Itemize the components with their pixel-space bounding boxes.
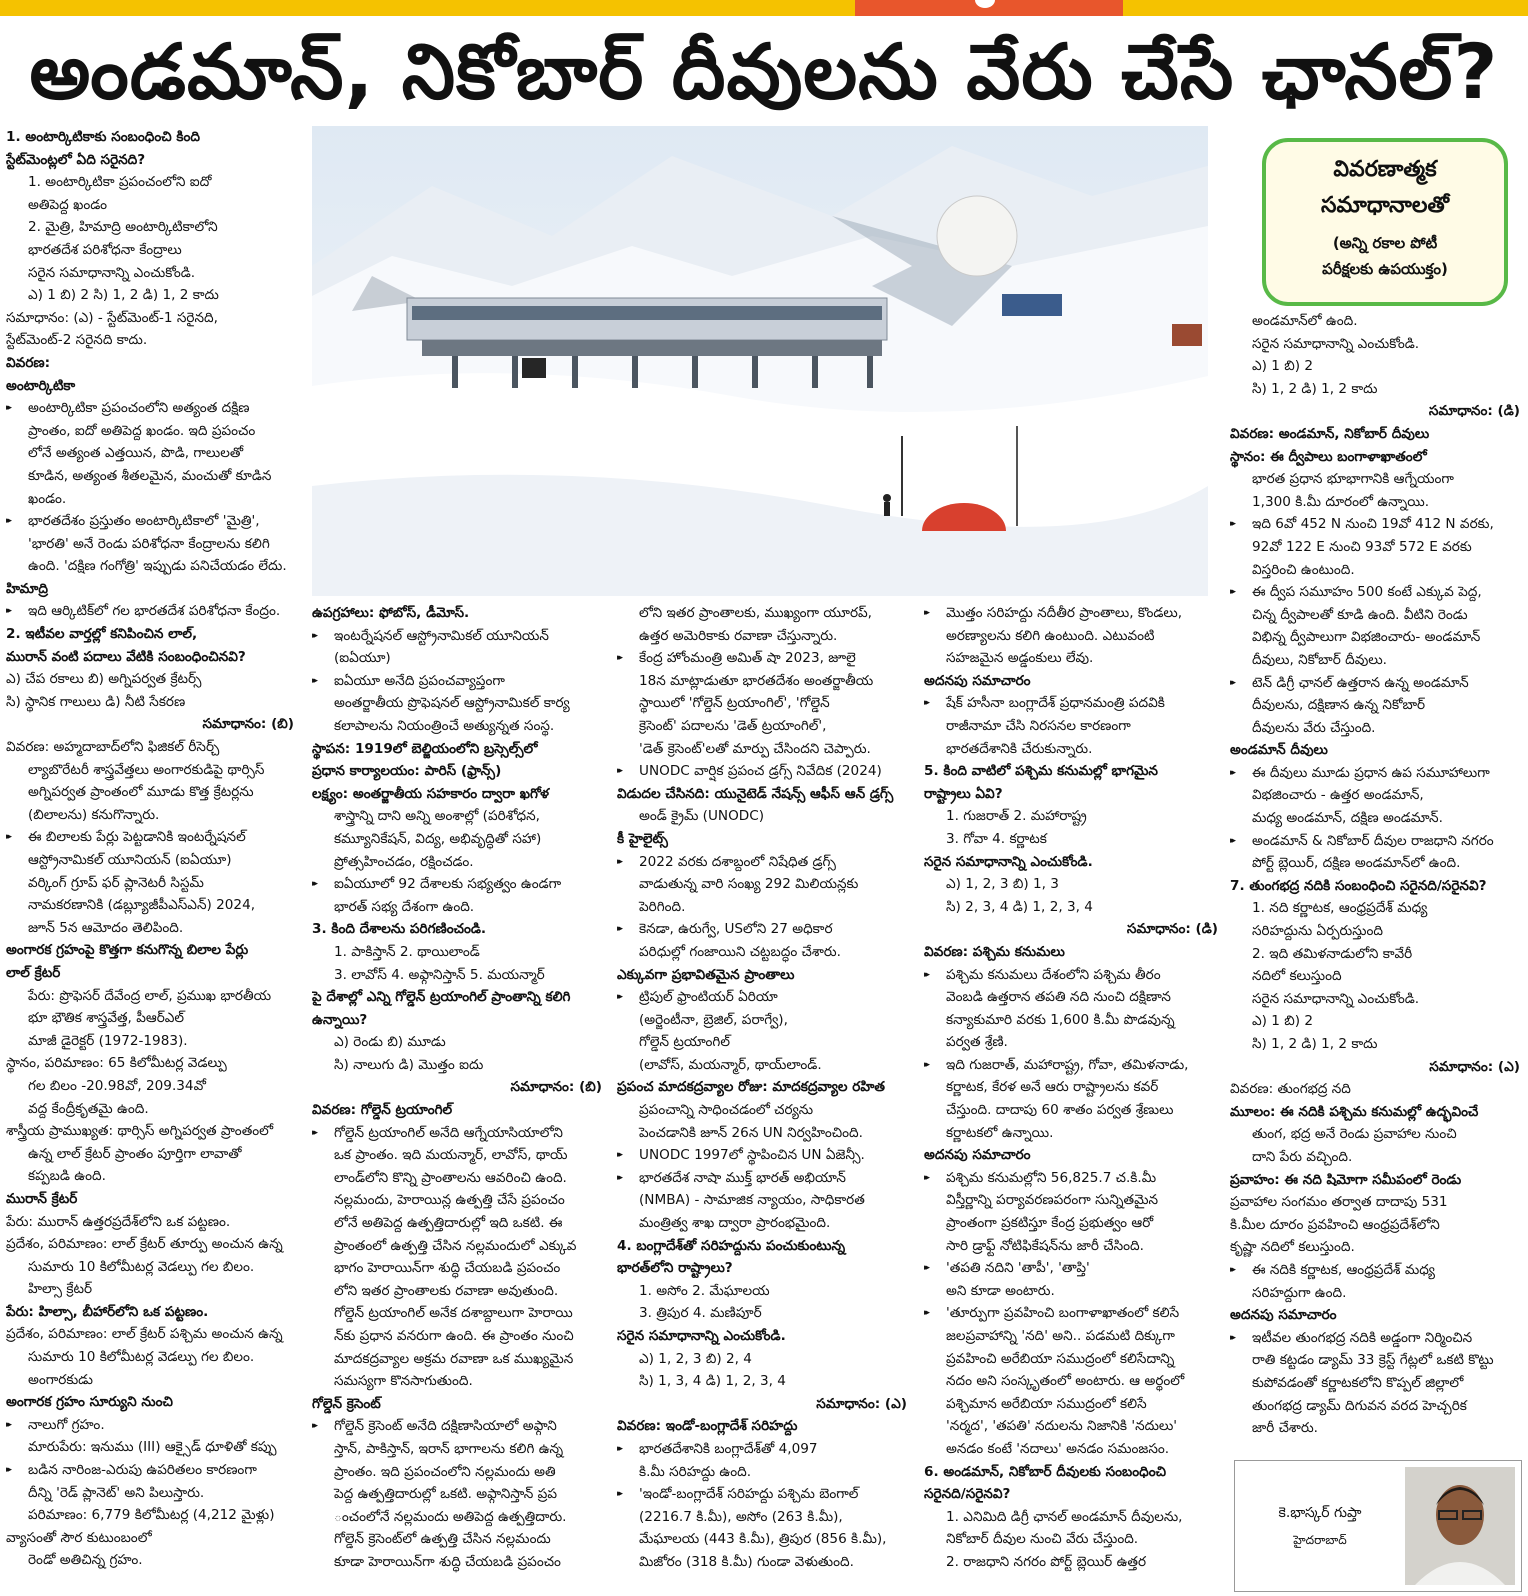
text-line: స్థాయిలో 'గోల్డెన్ ట్రయాంగిల్', 'గోల్డెన్ [639, 695, 830, 712]
text-line: పరిమాణం: 6,779 కిలోమీటర్ల (4,212 మైళ్లు) [28, 1507, 275, 1524]
text-line: సరిహద్దును ఏర్పరుస్తుంది [1252, 923, 1383, 940]
text-line: భారతదేశ పరిశోధనా కేంద్రాలు [28, 241, 182, 258]
text-line: హిల్సా క్రేటర్ [28, 1281, 93, 1298]
text-line: ▸▸ ఇది 6వో 452 N నుంచి 19వో 412 N వరకు, [1230, 513, 1520, 536]
text-line: పర్వత శ్రేణి. [946, 1034, 1008, 1051]
text-line: జూన్ 5న ఆమోదం తెలిపింది. [28, 919, 184, 936]
text-line: ▸▸ కేంద్ర హోంమంత్రి అమిత్ షా 2023, జూలై [617, 647, 907, 670]
text-line: స్టేట్‌మెంట్లలో ఏది సరైనది? [6, 151, 146, 168]
text-line: (అర్జెంటీనా, బ్రెజిల్, పరాగ్వే), [639, 1011, 788, 1028]
text-line: సి) 1, 2 డి) 1, 2 కాదు [1252, 380, 1378, 397]
text-line: లోని ఇతర ప్రాంతాలకు రవాణా అవుతుంది. [334, 1282, 559, 1299]
snow-landscape-illustration [312, 126, 1208, 596]
text-line: నదిలో కలుస్తుంది [1252, 968, 1342, 985]
column-2 [312, 602, 602, 1592]
text-line: చేస్తుంది. దాదాపు 60 శాతం పర్వత శ్రేణులు [946, 1102, 1174, 1119]
author-city: హైదరాబాద్ [1293, 1533, 1347, 1547]
text-line: ప్రాంతంలో ఉత్పత్తి చేసిన నల్లమందులో ఎక్కువ [334, 1237, 577, 1254]
text-line: లోనే అత్యంత ఎత్తయిన, పొడి, గాలులతో [28, 445, 244, 462]
text-line: క్రెసెంట్' పదాలను 'డెత్ ట్రయాంగిల్', [639, 717, 827, 734]
text-line: భారత ప్రధాన భూభాగానికి ఆగ్నేయంగా [1252, 471, 1454, 488]
text-line: ఎ) 1 బి) 2 సి) 1, 2 డి) 1, 2 కాదు [28, 287, 219, 304]
text-line: 'డెత్ క్రెసెంట్'లతో మార్పు చేసిందని చెప్పారు. [639, 740, 871, 757]
text-line: లక్ష్యం: అంతర్జాతీయ సహకారం ద్వారా ఖగోళ [312, 785, 550, 802]
text-line: నామకరణానికి (డబ్ల్యూజీపీఎస్ఎన్) 2024, [28, 897, 256, 914]
author-photo [1405, 1467, 1515, 1585]
text-line: విభజించారు - ఉత్తర అండమాన్, [1252, 787, 1424, 804]
text-line: 3. త్రిపుర 4. మణిపూర్ [639, 1305, 762, 1322]
antarctica-research-station-photo [312, 126, 1208, 596]
text-line: సమాధానం: (ఎ) [816, 1395, 907, 1412]
text-line: విభిన్న ద్వీపాలుగా విభజించారు- అండమాన్ [1252, 629, 1481, 646]
text-line: కీ హైలైట్స్ [617, 830, 668, 847]
text-line: దీవులు, నికోబార్ దీవులు. [1252, 651, 1387, 668]
text-line: (లావోస్, మయన్మార్, థాయ్‌లాండ్. [639, 1056, 822, 1073]
text-line: 2. ఇది తమిళనాడులోని కావేరీ [1252, 945, 1413, 962]
text-line: ▸▸ బడిన నారింజ-ఎరుపు ఉపరితలం కారణంగా [6, 1459, 294, 1482]
text-line: వాడుతున్న వారి సంఖ్య 292 మిలియన్లకు [639, 876, 859, 893]
text-line: మేఘాలయ (443 కి.మీ), త్రిపుర (856 కి.మీ), [639, 1531, 887, 1548]
text-line: వివరణ: గోల్డెన్ ట్రయాంగిల్ [312, 1102, 453, 1119]
text-line: అంటార్కిటికా [6, 377, 76, 394]
text-line: గోల్డెన్ క్రెసెంట్‌లో ఉత్పత్తి చేసిన నల్లమందు [334, 1531, 551, 1548]
text-line: సారి డ్రాఫ్ట్ నోటిఫికేషన్‌ను జారీ చేసింది. [946, 1237, 1144, 1254]
text-line: పై దేశాల్లో ఎన్ని గోల్డెన్ ట్రయాంగిల్ ప్రాంతాన్ని కలిగి [312, 989, 571, 1006]
text-line: మూలం: ఈ నదికి పశ్చిమ కనుమల్లో ఉద్భవించే [1230, 1103, 1479, 1120]
column-5 [1230, 310, 1520, 1450]
text-line: ఆస్ట్రోనామికల్ యూనియన్ (ఐఏయూ) [28, 852, 232, 868]
text-line: అంగారక గ్రహంపై కొత్తగా కనుగొన్న బిలాల పేర్లు [6, 942, 249, 959]
text-line: భూ భౌతిక శాస్త్రవేత్త, పీఆర్ఎల్ [28, 1010, 185, 1027]
text-line: అండమాన్‌లో ఉంది. [1252, 313, 1358, 329]
text-line: 1. అంటార్కిటికా ప్రపంచంలోని ఐదో [28, 174, 212, 191]
text-line: ▸▸ ఐఏయూ అనేది ప్రపంచవ్యాప్తంగా [312, 670, 602, 693]
text-line: అండ్ క్రైమ్ (UNODC) [639, 808, 765, 825]
text-line: మాజీ డైరెక్టర్ (1972-1983). [28, 1032, 188, 1049]
text-line: ▸▸ పశ్చిమ కనుమలు దేశంలోని పశ్చిమ తీరం [924, 964, 1218, 987]
text-line: సమాధానం: (బి) [202, 716, 294, 733]
text-line: జారీ చేశారు. [1252, 1420, 1319, 1437]
text-line: అనడం కంటే 'నదాలు' అనడం సమంజసం. [946, 1440, 1170, 1457]
text-line: సి) 1, 2 డి) 1, 2 కాదు [1252, 1036, 1378, 1052]
text-line: విస్తరించి ఉంటుంది. [1252, 561, 1355, 578]
text-line: పేరు: మురాన్ ఉత్తరప్రదేశ్‌లోని ఒక పట్టణం. [6, 1213, 231, 1230]
text-line: 1. అసోం 2. మేఘాలయ [639, 1282, 770, 1299]
text-line: కుపోవడంతో కర్ణాటకలోని కొప్పల్ జిల్లాలో [1252, 1374, 1464, 1391]
text-line: అదనపు సమాచారం [1230, 1307, 1337, 1324]
text-line: వివరణ: [6, 354, 51, 371]
text-line: సుమారు 10 కిలోమీటర్ల వెడల్పు గల బిలం. [28, 1349, 255, 1366]
text-line: మిజోరం (318 కి.మీ) గుండా వెళుతుంది. [639, 1553, 854, 1570]
text-line: ▸▸ పశ్చిమ కనుమల్లోని 56,825.7 చ.కి.మీ [924, 1167, 1218, 1190]
text-line: సరైన సమాధానాన్ని ఎంచుకోండి. [1252, 990, 1420, 1007]
text-line: దీన్ని 'రెడ్ ప్లానెట్' అని పిలుస్తారు. [28, 1484, 205, 1501]
text-line: సమాధానం: (డి) [1126, 921, 1218, 938]
text-line: ఉన్నాయి? [312, 1011, 368, 1028]
text-line: అదనపు సమాచారం [924, 1147, 1031, 1164]
text-line: రాతి కట్టడం డ్యామ్ 33 క్రెస్ట్ గేట్లలో ఒకటి కొట్టు [1252, 1352, 1494, 1369]
text-line: 4. బంగ్లాదేశ్‌తో సరిహద్దును పంచుకుంటున్న [617, 1237, 846, 1254]
text-line: సమాధానం: (ఎ) [1429, 1058, 1520, 1075]
callout-line-2: సమాధానాలతో [1321, 193, 1449, 218]
text-line: పెద్ద ఉత్పత్తిదారుల్లో ఒకటి. అఫ్గానిస్తాన్ ప్రప [334, 1486, 557, 1503]
text-line: 2. మైత్రి, హిమాద్రి అంటార్కిటికాలోని [28, 219, 218, 236]
text-line: ల్యాబొరేటరీ శాస్త్రవేత్తలు అంగారకుడిపై థార్సిస్ [28, 761, 265, 778]
column-4 [924, 602, 1218, 1592]
text-line: ఉన్న లాల్ క్రేటర్ ప్రాంతం పూర్తిగా లావాతో [28, 1145, 242, 1162]
text-line: ▸▸ ఈ ద్వీప సమూహం 500 కంటే ఎక్కువ పెద్ద, [1230, 581, 1520, 604]
text-line: ▸▸ నాలుగో గ్రహం. [6, 1414, 294, 1437]
text-line: ప్రదేశం, పరిమాణం: లాల్ క్రేటర్ పశ్చిమ అంచున ఉన్న [6, 1326, 283, 1343]
text-line: ▸▸ UNODC 1997లో స్థాపించిన UN ఏజెన్సీ. [617, 1144, 907, 1167]
text-line: వద్ద కేంద్రీకృతమై ఉంది. [28, 1100, 149, 1117]
text-line: ప్రదేశం, పరిమాణం: లాల్ క్రేటర్ తూర్పు అంచున ఉన్న [6, 1236, 283, 1253]
text-line: ఎ) 1 బి) 2 [1252, 358, 1314, 375]
top-color-bar [0, 0, 1528, 16]
column-3 [617, 602, 907, 1592]
text-line: సమాధానం: (ఎ) - స్టేట్‌మెంట్-1 సరైనది, [6, 309, 218, 326]
text-line: ▸▸ 'తపతి నదిని 'తాపీ', 'తాప్తి' [924, 1257, 1218, 1280]
top-red-tab [855, 0, 1123, 16]
callout-line-4: పరీక్షలకు ఉపయుక్తం) [1322, 260, 1448, 278]
text-line: విడుదల చేసినది: యునైటెడ్ నేషన్స్ ఆఫీస్ ఆన్ డ్రగ్స్ [617, 785, 894, 802]
text-line: నదం అని సంస్కృతంలో అంటారు. ఆ అర్థంలో [946, 1373, 1185, 1390]
text-line: ప్రాంతం. ఇది ప్రపంచంలోని నల్లమందు అతి [334, 1463, 556, 1480]
text-line: సి) నాలుగు డి) మొత్తం ఐదు [334, 1056, 484, 1073]
text-line: మంత్రిత్వ శాఖ ద్వారా ప్రారంభమైంది. [639, 1215, 831, 1232]
text-line: స్థానం: ఈ ద్వీపాలు బంగాళాఖాతంలో [1230, 448, 1427, 465]
text-line: ఎ) రెండు బి) మూడు [334, 1034, 446, 1051]
text-line: 1. అంటార్కిటికాకు సంబంధించి కింది [6, 129, 200, 145]
text-line: పేరు: ప్రొఫెసర్ దేవేంద్ర లాల్, ప్రముఖ భారతీయ [28, 987, 272, 1004]
author-name: కె.భాస్కర్ గుప్తా [1278, 1505, 1362, 1521]
text-line: లోనే అతిపెద్ద ఉత్పత్తిదారుల్లో ఇది ఒకటి. ఈ [334, 1215, 563, 1232]
text-line: గోల్డెన్ ట్రయాంగిల్ అనేక దశాబ్దాలుగా హెరాయి [334, 1305, 573, 1322]
text-line: సరైన సమాధానాన్ని ఎంచుకోండి. [28, 264, 196, 281]
text-line: తుంగభద్ర డ్యామ్ దిగువన వరద హెచ్చరిక [1252, 1397, 1467, 1414]
text-line: రెండో అతిచిన్న గ్రహం. [28, 1552, 143, 1569]
text-line: సహజమైన అడ్డంకులు లేవు. [946, 650, 1094, 667]
text-line: ప్రవాహాల సంగమం తర్వాత దాదాపు 531 [1230, 1194, 1448, 1211]
text-line: ఉపగ్రహాలు: ఫోబోస్, డీమోస్. [312, 605, 470, 621]
text-line: స్తాన్, పాకిస్తాన్, ఇరాన్ భాగాలను కలిగి ఉన్న [334, 1440, 564, 1457]
text-line: ▸▸ టెన్ డిగ్రీ ఛానల్ ఉత్తరాన ఉన్న అండమాన్ [1230, 672, 1520, 695]
text-line: ▸▸ ఇది ఆర్కిటిక్‌లో గల భారతదేశ పరిశోధనా కేంద్రం. [6, 600, 294, 623]
text-line: వ్యాసంతో సౌర కుటుంబంలో [6, 1529, 152, 1546]
text-line: మారుపేరు: ఇనుము (III) ఆక్సైడ్ ధూళితో కప్పు [28, 1439, 277, 1456]
text-line: వివరణ: పశ్చిమ కనుమలు [924, 943, 1065, 960]
text-line: సమాధానం: (బి) [510, 1079, 602, 1096]
text-line: అంగారకుడు [28, 1371, 93, 1388]
text-line: ▸▸ భారతదేశ నాషా ముక్త్ భారత్ అభియాన్ [617, 1167, 907, 1190]
text-line: 1. గుజరాత్ 2. మహారాష్ట్ర [946, 808, 1087, 825]
text-line: ▸▸ ఐఏయూలో 92 దేశాలకు సభ్యత్వం ఉండగా [312, 873, 602, 896]
text-line: ప్రోత్సహించడం, రక్షించడం. [334, 853, 474, 870]
text-line: 5. కింది వాటిలో పశ్చిమ కనుమల్లో భాగమైన [924, 763, 1158, 780]
text-line: కర్ణాటక, కేరళ అనే ఆరు రాష్ట్రాలను కవర్ [946, 1079, 1159, 1096]
text-line: దాని పేరు వచ్చింది. [1252, 1148, 1353, 1165]
text-line: కలాపాలను నియంత్రించే అత్యున్నత సంస్థ. [334, 717, 555, 734]
text-line: ▸▸ UNODC వార్షిక ప్రపంచ డ్రగ్స్ నివేదిక (2024) [617, 760, 907, 783]
text-line: ఎ) 1, 2, 3 బి) 1, 3 [946, 876, 1059, 893]
text-line: పరిధుల్లో గంజాయిని చట్టబద్ధం చేశారు. [639, 943, 841, 960]
text-line: ▸▸ అంటార్కిటికా ప్రపంచంలోని అత్యంత దక్షిణ [6, 397, 294, 420]
callout-line-3: (అన్ని రకాల పోటీ [1332, 234, 1438, 252]
text-line: 'నర్మద', 'తపతి' నదులను నిజానికి 'నదులు' [946, 1418, 1178, 1435]
text-line: నల్లమందు, హెరాయిన్ల ఉత్పత్తి చేసే ప్రపంచం [334, 1192, 565, 1209]
text-line: అని కూడా అంటారు. [946, 1282, 1055, 1299]
text-line: (NMBA) - సామాజిక న్యాయం, సాధికారత [639, 1192, 865, 1209]
author-box [1234, 1460, 1522, 1592]
text-line: సి) 1, 3, 4 డి) 1, 2, 3, 4 [639, 1373, 786, 1390]
text-line: దీవులను వేరు చేస్తుంది. [1252, 719, 1376, 736]
text-line: అదనపు సమాచారం [924, 672, 1031, 689]
text-line: భారత్‌లోని రాష్ట్రాలు? [617, 1260, 733, 1277]
text-line: సరైన సమాధానాన్ని ఎంచుకోండి. [924, 853, 1093, 870]
text-line: 3. కింది దేశాలను పరిగణించండి. [312, 921, 487, 938]
text-line: కి.మీ సరిహద్దు ఉంది. [639, 1463, 752, 1480]
text-line: ప్రధాన కార్యాలయం: పారిస్ (ఫ్రాన్స్) [312, 763, 502, 780]
text-line: ప్రవాహం: ఈ నది షిమోగా సమీపంలో రెండు [1230, 1171, 1462, 1188]
text-line: పశ్చిమాన అరేబియా సముద్రంలో కలిసే [946, 1395, 1147, 1412]
text-line: కమ్యూనికేషన్, విద్య, అభివృద్ధితో సహా) [334, 830, 542, 847]
text-line: కర్ణాటకలో ఉన్నాయి. [946, 1124, 1054, 1141]
text-line: ▸▸ గోల్డెన్ ట్రయాంగిల్ అనేది ఆగ్నేయాసియాలోని [312, 1122, 602, 1145]
text-line: ఖండం. [28, 490, 67, 507]
text-line: గోల్డెన్ క్రెసెంట్ [312, 1395, 381, 1412]
text-line: వర్కింగ్ గ్రూప్ ఫర్ ప్లానెటరీ సిస్టమ్ [28, 874, 204, 891]
text-line: లోని ఇతర ప్రాంతాలకు, ముఖ్యంగా యూరప్, [639, 605, 872, 621]
text-line: (ఐఏయూ) [334, 650, 391, 667]
author-portrait [1405, 1467, 1515, 1585]
text-line: సరైన సమాధానాన్ని ఎంచుకోండి. [1252, 335, 1420, 352]
text-line: స్థానం, పరిమాణం: 65 కిలోమీటర్ల వెడల్పు [6, 1055, 227, 1072]
text-line: 1. ఎనిమిది డిగ్రీ ఛానల్ అండమాన్ దీవులను, [946, 1508, 1183, 1525]
text-line: పోర్ట్ బ్లెయిర్, దక్షిణ అండమాన్‌లో ఉంది. [1252, 855, 1461, 872]
text-line: సరైనది/సరైనవి? [924, 1486, 1011, 1503]
text-line: అంగారక గ్రహం సూర్యుని నుంచి [6, 1394, 173, 1411]
text-line: దీవులను, దక్షిణాన ఉన్న నికోబార్ [1252, 697, 1426, 714]
text-line: ఒక ప్రాంతం. ఇది మయన్మార్, లావోస్, థాయ్ [334, 1147, 568, 1164]
text-line: గోల్డెన్ ట్రయాంగిల్ [639, 1034, 730, 1051]
text-line: న్‌కు ప్రధాన వనరుగా ఉంది. ఈ ప్రాంతం నుంచి [334, 1328, 574, 1344]
text-line: కృష్ణా నదిలో కలుస్తుంది. [1230, 1239, 1355, 1256]
text-line: ▸▸ కెనడా, ఉరుగ్వే, USలోని 27 అధికార [617, 918, 907, 941]
text-line: ▸▸ 'ఇండో-బంగ్లాదేశ్ సరిహద్దు పశ్చిమ బెంగాల్ [617, 1483, 907, 1506]
text-line: ▸▸ ఇటీవల తుంగభద్ర నదికి అడ్డంగా నిర్మించిన [1230, 1327, 1520, 1350]
text-line: ▸▸ 2022 వరకు దశాబ్దంలో నిషేధిత డ్రగ్స్ [617, 851, 907, 874]
text-line: స్టేట్‌మెంట్-2 సరైనది కాదు. [6, 332, 148, 349]
text-line: ▸▸ గోల్డెన్ క్రెసెంట్ అనేది దక్షిణాసియాలో అఫ్గాని [312, 1415, 602, 1438]
text-line: భారతదేశానికి చేరుకున్నారు. [946, 740, 1093, 757]
text-line: 92వో 122 E నుంచి 93వో 572 E వరకు [1252, 538, 1472, 555]
text-line: 3. లావోస్ 4. అఫ్గానిస్తాన్ 5. మయన్మార్ [334, 966, 545, 983]
text-line: వివరణ: తుంగభద్ర నది [1230, 1081, 1351, 1098]
text-line: రాజీనామా చేసి నిరసనల కారణంగా [946, 717, 1131, 734]
text-line: ▸▸ ఇది గుజరాత్, మహారాష్ట్ర, గోవా, తమిళనాడు, [924, 1054, 1218, 1077]
text-line: అరణ్యాలను కలిగి ఉంటుంది. ఎటువంటి [946, 627, 1155, 644]
text-line: వెంబడి ఉత్తరాన తపతి నది నుంచి దక్షిణాన [946, 989, 1171, 1006]
text-line: తుంగ, భద్ర అనే రెండు ప్రవాహాల నుంచి [1252, 1126, 1457, 1143]
text-line: పెంచడానికి జూన్ 26న UN నిర్వహించింది. [639, 1124, 863, 1141]
text-line: ఎ) చేప రకాలు బి) అగ్నిపర్వత క్రేటర్స్ [6, 671, 202, 688]
text-line: ▸▸ ఈ దీవులు మూడు ప్రధాన ఉప సమూహాలుగా [1230, 762, 1520, 785]
text-line: కన్యాకుమారి వరకు 1,600 కి.మీ పొడవున్న [946, 1011, 1175, 1028]
text-line: శాస్త్రాన్ని దాని అన్ని అంశాల్లో (పరిశోధన, [334, 808, 540, 825]
text-line: మురాన్ క్రేటర్ [6, 1190, 78, 1207]
text-line: 1. నది కర్ణాటక, ఆంధ్రప్రదేశ్ మధ్య [1252, 900, 1428, 917]
text-line: పేరు: హిల్సా, బీహార్‌లోని ఒక పట్టణం. [6, 1303, 209, 1320]
text-line: ఎక్కువగా ప్రభావితమైన ప్రాంతాలు [617, 966, 795, 983]
text-line: సి) 2, 3, 4 డి) 1, 2, 3, 4 [946, 898, 1093, 915]
text-line: చిన్న ద్వీపాలతో కూడి ఉంది. వీటిని రెండు [1252, 606, 1468, 623]
text-line: ంచంలోనే నల్లమందు అతిపెద్ద ఉత్పత్తిదారు. [334, 1508, 567, 1525]
text-line: స్థాపన: 1919లో బెల్జియంలోని బ్రస్సెల్స్‌లో [312, 740, 538, 757]
text-line: ఎ) 1, 2, 3 బి) 2, 4 [639, 1350, 752, 1367]
page-headline: అండమాన్, నికోబార్ దీవులను వేరు చేసే ఛానల్? [29, 27, 1499, 116]
text-line: ▸▸ ఈ బిలాలకు పేర్లు పెట్టడానికి ఇంటర్నేషనల్ [6, 826, 294, 849]
text-line: ▸▸ ఇంటర్నేషనల్ ఆస్ట్రోనామికల్ యూనియన్ [312, 625, 602, 648]
text-line: పెరిగింది. [639, 898, 686, 915]
text-line: ▸▸ భారతదేశానికి బంగ్లాదేశ్‌తో 4,097 [617, 1438, 907, 1461]
text-line: అగ్నిపర్వత ప్రాంతంలో మూడు కొత్త క్రేటర్లను [28, 784, 254, 801]
text-line: లాల్ క్రేటర్ [6, 964, 61, 981]
text-line: కప్పబడి ఉంది. [28, 1168, 106, 1185]
text-line: ఉత్తర అమెరికాకు రవాణా చేస్తున్నారు. [639, 627, 838, 644]
text-line: వివరణ: అహ్మదాబాద్‌లోని ఫిజికల్ రీసెర్చ్ [6, 739, 220, 756]
text-line: రాష్ట్రాలు ఏవి? [924, 785, 1003, 802]
text-line: హిమాద్రి [6, 580, 48, 597]
text-line: 1. పాకిస్తాన్ 2. థాయిలాండ్ [334, 943, 480, 960]
text-line: మధ్య అండమాన్, దక్షిణ అండమాన్. [1252, 810, 1443, 827]
text-line: (2216.7 కి.మీ), అసోం (263 కి.మీ), [639, 1508, 843, 1525]
text-line: లాండ్‌లోని కొన్ని ప్రాంతాలను ఆవరించి ఉంది. [334, 1169, 567, 1186]
text-line: సి) స్థానిక గాలులు డి) నీటి సేకరణ [6, 693, 186, 710]
text-line: ▸▸ మొత్తం సరిహద్దు నదీతీర ప్రాంతాలు, కొండలు, [924, 602, 1218, 625]
text-line: మురాన్ వంటి పదాలు వేటికి సంబంధించినవి? [6, 648, 246, 665]
text-line: కూడా హెరాయిన్‌గా శుద్ధి చేయబడి ప్రపంచం [334, 1553, 561, 1570]
text-line: ప్రాంతం, ఐదో అతిపెద్ద ఖండం. ఇది ప్రపంచం [28, 422, 256, 439]
text-line: వివరణ: ఇండో-బంగ్లాదేశ్ సరిహద్దు [617, 1418, 798, 1435]
text-line: ▸▸ ట్రిపుల్ ఫ్రాంటియర్ ఏరియా [617, 986, 907, 1009]
callout-line-1: వివరణాత్మక [1333, 157, 1437, 182]
text-line: శాస్త్రీయ ప్రాముఖ్యత: థార్సిస్ అగ్నిపర్వత ప్రాంతంలో [6, 1123, 274, 1140]
text-line: సరిహద్దుగా ఉంది. [1252, 1284, 1347, 1301]
column-1 [6, 126, 294, 1592]
text-line: అంతర్జాతీయ ప్రొఫెషనల్ ఆస్ట్రోనామికల్ కార్య [334, 695, 570, 712]
info-callout-box [1262, 138, 1508, 306]
text-line: ప్రపంచాన్ని సాధించడంలో చర్యను [639, 1102, 814, 1119]
text-line: భారత్ సభ్య దేశంగా ఉంది. [334, 898, 475, 915]
text-line: నికోబార్ దీవుల నుంచి వేరు చేస్తుంది. [946, 1531, 1139, 1548]
text-line: సమస్యగా కొనసాగుతుంది. [334, 1373, 473, 1390]
text-line: కూడిన, అత్యంత శీతలమైన, మంచుతో కూడిన [28, 467, 272, 484]
text-line: ▸▸ షేక్ హసీనా బంగ్లాదేశ్ ప్రధానమంత్రి పదవికి [924, 692, 1218, 715]
text-line: అతిపెద్ద ఖండం [28, 196, 107, 213]
text-line: గల బిలం -20.98వో, 209.34వో [28, 1077, 206, 1094]
text-line: ప్రవహించి అరేబియా సముద్రంలో కలిసేదాన్ని [946, 1350, 1175, 1367]
text-line: భాగం హెరాయిన్‌గా శుద్ధి చేయబడి ప్రపంచం [334, 1260, 561, 1277]
text-line: 2. రాజధాని నగరం పోర్ట్ బ్లెయిర్ ఉత్తర [946, 1553, 1147, 1570]
text-line: సమాధానం: (డి) [1428, 403, 1520, 420]
text-line: 3. గోవా 4. కర్ణాటక [946, 830, 1047, 847]
text-line: ▸▸ 'తూర్పుగా ప్రవహించి బంగాళాఖాతంలో కలిసే [924, 1302, 1218, 1325]
text-line: ఎ) 1 బి) 2 [1252, 1013, 1314, 1030]
text-line: 'భారతి' అనే రెండు పరిశోధనా కేంద్రాలను కలిగి [28, 535, 270, 552]
text-line: 1,300 కి.మీ దూరంలో ఉన్నాయి. [1252, 493, 1430, 510]
text-line: 7. తుంగభద్ర నదికి సంబంధించి సరైనది/సరైనవి? [1230, 877, 1487, 894]
text-line: (బిలాలను) కనుగొన్నారు. [28, 806, 160, 823]
text-line: సరైన సమాధానాన్ని ఎంచుకోండి. [617, 1328, 786, 1344]
text-line: జలప్రవాహాన్ని 'నది' అని.. పడమటి దిక్కుగా [946, 1328, 1175, 1344]
text-line: 6. అండమాన్, నికోబార్ దీవులకు సంబంధించి [924, 1463, 1167, 1480]
text-line: ▸▸ ఈ నదికి కర్ణాటక, ఆంధ్రప్రదేశ్ మధ్య [1230, 1259, 1520, 1282]
text-line: కి.మీల దూరం ప్రవహించి ఆంధ్రప్రదేశ్‌లోని [1230, 1216, 1440, 1233]
text-line: మాదకద్రవ్యాల అక్రమ రవాణా ఒక ముఖ్యమైన [334, 1350, 574, 1367]
text-line: ఉంది. 'దక్షిణ గంగోత్రి' ఇప్పుడు పనిచేయడం లేదు. [28, 558, 287, 575]
text-line: వివరణ: అండమాన్, నికోబార్ దీవులు [1230, 425, 1430, 442]
text-line: ▸▸ అండమాన్ & నికోబార్ దీవుల రాజధాని నగరం [1230, 830, 1520, 853]
text-line: విస్తీర్ణాన్ని పర్యావరణపరంగా సున్నితమైన [946, 1192, 1158, 1209]
text-line: ప్రపంచ మాదకద్రవ్యాల రోజు: మాదకద్రవ్యాల రహిత [617, 1079, 885, 1096]
text-line: 2. ఇటీవల వార్తల్లో కనిపించిన లాల్, [6, 626, 198, 643]
text-line: 18న మాట్లాడుతూ భారతదేశం అంతర్జాతీయ [639, 672, 874, 689]
text-line: ▸▸ భారతదేశం ప్రస్తుతం అంటార్కిటికాలో 'మైత్రి', [6, 510, 294, 533]
text-line: సుమారు 10 కిలోమీటర్ల వెడల్పు గల బిలం. [28, 1258, 255, 1275]
text-line: అండమాన్ దీవులు [1230, 742, 1328, 759]
text-line: ప్రాంతంగా ప్రకటిస్తూ కేంద్ర ప్రభుత్వం ఆరో [946, 1215, 1154, 1232]
